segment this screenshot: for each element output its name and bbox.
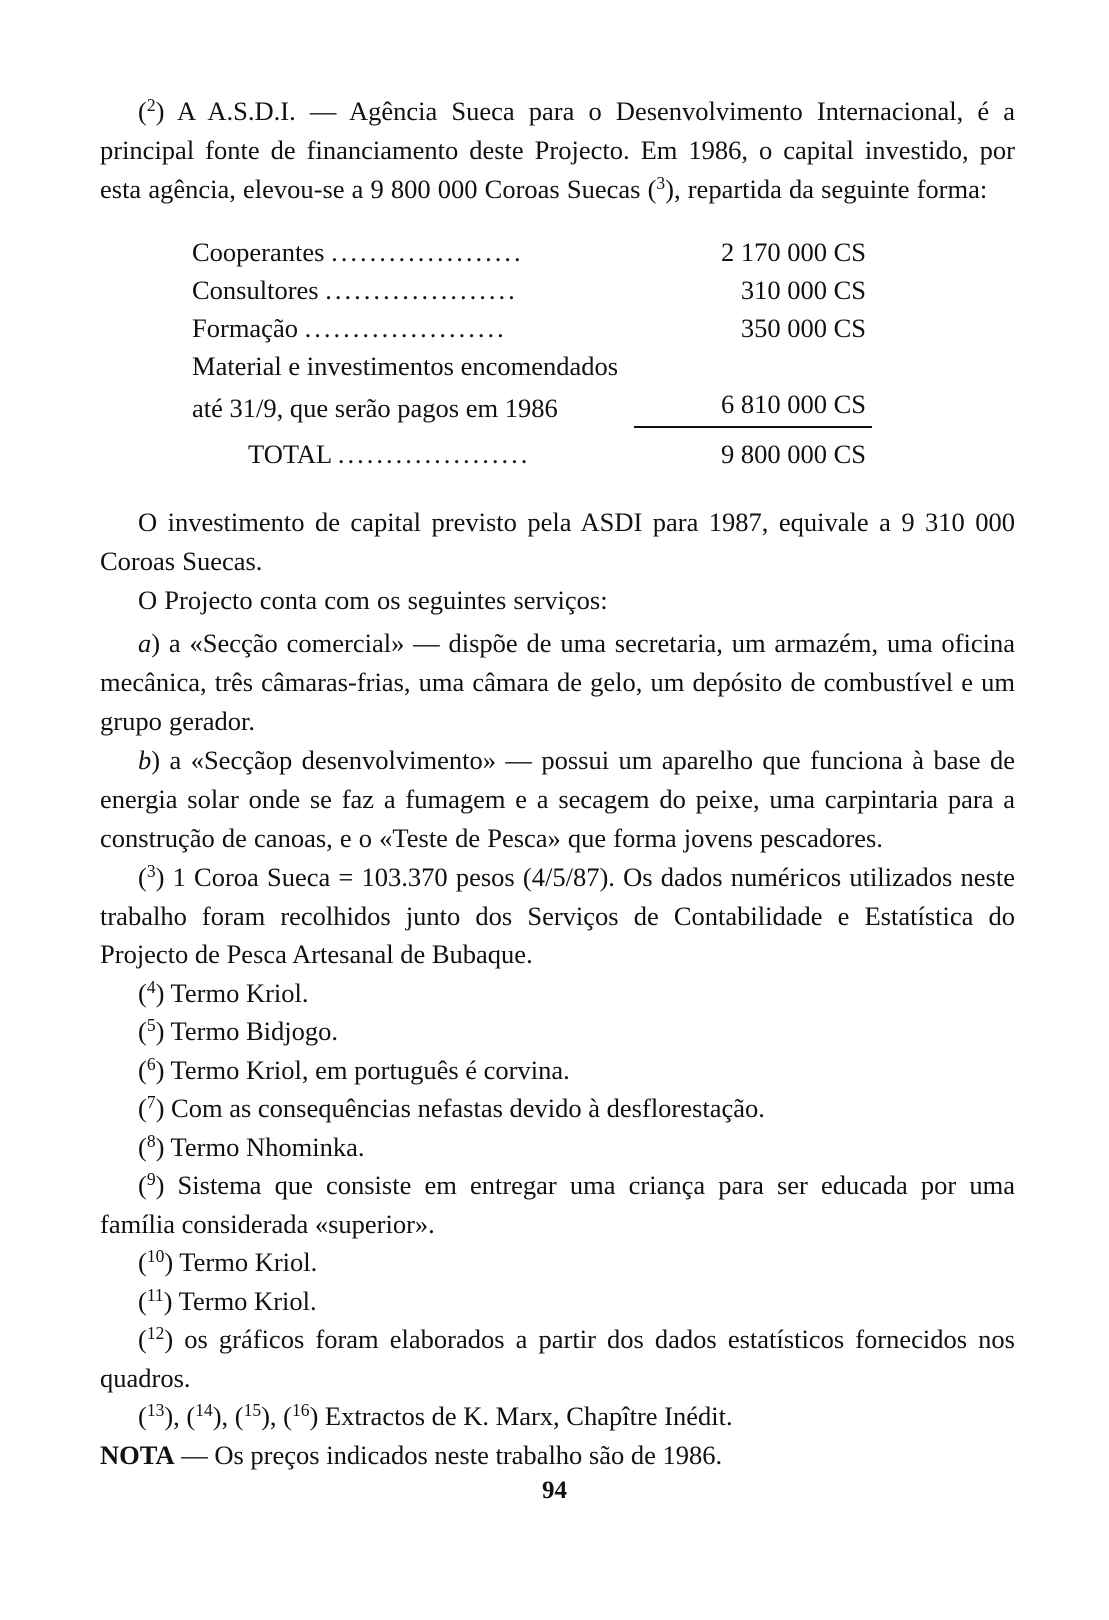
paragraph-servicos: O Projecto conta com os seguintes serviços: — [138, 585, 608, 615]
footnote-marx-text: ) Extractos de K. Marx, Chapître Inédit. — [309, 1401, 733, 1431]
finance-row-amount: 350 000 CS — [740, 313, 866, 343]
footnote-4-marker: 4 — [146, 976, 156, 997]
footnote-5-text: ) Termo Bidjogo. — [155, 1016, 338, 1046]
table-row — [192, 233, 872, 271]
finance-row-label — [192, 233, 634, 271]
table-row — [192, 385, 872, 427]
item-b-text: ) a «Secçãop desenvolvimento» — possui um aparelho que funciona à base de energia solar onde se faz a fumagem e a secagem do peixe, uma carpintaria para a construção de canoas, e o «Teste de Pesca» que forma jovens pescadores. — [100, 745, 1015, 853]
leader-dots: ..................... — [304, 313, 507, 343]
item-a-marker: a — [138, 628, 152, 658]
footnote-2-paragraph — [100, 92, 1015, 209]
list-item-b — [100, 741, 1015, 858]
footnote-sep-3: ), ( — [261, 1401, 292, 1431]
material-amount: 6 810 000 CS — [634, 385, 872, 427]
footnote-7-marker: 7 — [146, 1091, 156, 1112]
nota-text: — Os preços indicados neste trabalho são de 1986. — [174, 1439, 723, 1470]
finance-label-text: Cooperantes — [192, 237, 325, 267]
finance-label-text: Consultores — [192, 275, 319, 305]
total-label-cell — [192, 427, 634, 473]
finance-row-label — [192, 309, 634, 347]
page-content — [100, 92, 1015, 1474]
finance-row-amount: 310 000 CS — [740, 275, 866, 305]
footnote-12-marker: 12 — [146, 1322, 165, 1343]
leader-dots: .................... — [331, 237, 524, 267]
material-line-1: Material e investimentos encomendados — [192, 351, 619, 381]
table-row — [192, 347, 872, 385]
total-label: TOTAL — [248, 439, 332, 469]
total-amount: 9 800 000 CS — [720, 439, 866, 469]
footnote-5: ($^5$) Termo Bidjogo. — [138, 1014, 338, 1046]
finance-row-label — [192, 271, 634, 309]
footnote-5-marker: 5 — [146, 1014, 156, 1035]
footnote-2-open-paren: ( — [138, 96, 147, 126]
footnote-marx: ($^{13}$), ($^{14}$), ($^{15}$), ($^{16}$) Extractos de K. Marx, Chapître Inédit. — [138, 1399, 733, 1431]
item-b-marker: b — [138, 745, 152, 775]
leader-dots: .................... — [325, 275, 518, 305]
list-item-a — [100, 624, 1015, 741]
footnote-7: ($^7$) Com as consequências nefastas devido à desflorestação. — [138, 1091, 765, 1123]
paragraph-investimento: O investimento de capital previsto pela ASDI para 1987, equivale a 9 310 000 Coroas Suecas. — [100, 507, 1015, 576]
item-a-text: ) a «Secção comercial» — dispõe de uma secretaria, um armazém, uma oficina mecânica, três câmaras-frias, uma câmara de gelo, um depósito de combustível e um grupo gerador. — [100, 628, 1015, 736]
footnote-12-text: ) os gráficos foram elaborados a partir dos dados estatísticos fornecidos nos quadros. — [100, 1324, 1015, 1393]
footnote-9-text: ) Sistema que consiste em entregar uma criança para ser educada por uma família considerada «superior». — [100, 1170, 1015, 1239]
footnote-2-text-suffix: ), repartida da seguinte forma: — [665, 174, 988, 204]
page-number: 94 — [542, 1477, 567, 1504]
footnote-13-marker: 13 — [146, 1399, 165, 1420]
footnote-12: ($^{12}$) os gráficos foram elaborados a partir dos dados estatísticos fornecidos nos quadros. — [100, 1322, 1015, 1393]
finance-table — [192, 233, 872, 473]
footnote-2-inline-marker: 3 — [656, 172, 666, 193]
footnote-11-marker: 11 — [146, 1284, 164, 1305]
finance-row-amount: 2 170 000 CS — [720, 237, 866, 267]
footnote-9-marker: 9 — [146, 1168, 156, 1189]
footnote-3-text: ) 1 Coroa Sueca = 103.370 pesos (4/5/87). Os dados numéricos utilizados neste trabalho foram recolhidos junto dos Serviços de Contabilidade e Estatística do Projecto de Pesca Artesanal de Bubaque. — [100, 862, 1015, 969]
footnote-6-text: ) Termo Kriol, em português é corvina. — [155, 1054, 570, 1085]
footnote-9: ($^9$) Sistema que consiste em entregar uma criança para ser educada por uma família considerada «superior». — [100, 1168, 1015, 1239]
footnote-16-marker: 16 — [292, 1399, 310, 1420]
footnote-6: ($^6$) Termo Kriol, em português é corvina. — [138, 1053, 570, 1085]
footnote-10-marker: 10 — [146, 1245, 165, 1266]
footnote-8-text: ) Termo Nhominka. — [155, 1131, 365, 1162]
material-amount-empty — [634, 347, 872, 385]
footnote-sep-1: ), ( — [164, 1401, 196, 1431]
leader-dots: .................... — [337, 439, 531, 469]
footnote-8: ($^8$) Termo Nhominka. — [138, 1130, 365, 1162]
nota-label: NOTA — [100, 1439, 175, 1470]
table-row-total — [192, 427, 872, 473]
footnote-10-text: ) Termo Kriol. — [164, 1247, 318, 1277]
footnote-8-marker: 8 — [146, 1130, 156, 1151]
footnote-3: ($^3$) 1 Coroa Sueca = 103.370 pesos (4/5/87). Os dados numéricos utilizados neste trabalho foram recolhidos junto dos Serviços de Contabilidade e Estatística do Projecto de Pesca Artesanal de Bubaque. — [100, 860, 1015, 969]
footnote-11-text: ) Termo Kriol. — [163, 1285, 317, 1316]
footnote-14-marker: 14 — [195, 1399, 213, 1420]
footnote-15-marker: 15 — [243, 1399, 262, 1420]
spacer — [100, 473, 1015, 503]
footnote-7-text: ) Com as consequências nefastas devido à desflorestação. — [155, 1093, 765, 1123]
footnote-10: ($^{10}$) Termo Kriol. — [138, 1245, 318, 1277]
finance-label-text: Formação — [192, 313, 298, 343]
nota-line — [100, 1436, 1015, 1475]
footnote-4: ($^4$) Termo Kriol. — [138, 976, 309, 1008]
material-line-2: até 31/9, que serão pagos em 1986 — [192, 393, 558, 423]
table-row — [192, 271, 872, 309]
table-row — [192, 309, 872, 347]
footnote-6-marker: 6 — [146, 1053, 156, 1074]
footnote-11: ($^{11}$) Termo Kriol. — [138, 1284, 317, 1316]
footnote-4-text: ) Termo Kriol. — [155, 977, 309, 1008]
footnote-3-marker: 3 — [146, 860, 156, 881]
footnote-sep-2: ), ( — [212, 1401, 244, 1431]
footnote-2-text-prefix: ) A A.S.D.I. — Agência Sueca para o Desenvolvimento Internacional, é a principal fonte de financiamento deste Projecto. Em 1986, o capital investido, por esta agência, elevou-se a 9 800 000 Coroas Suecas ( — [100, 96, 1015, 204]
footnote-2-marker: 2 — [146, 94, 156, 115]
